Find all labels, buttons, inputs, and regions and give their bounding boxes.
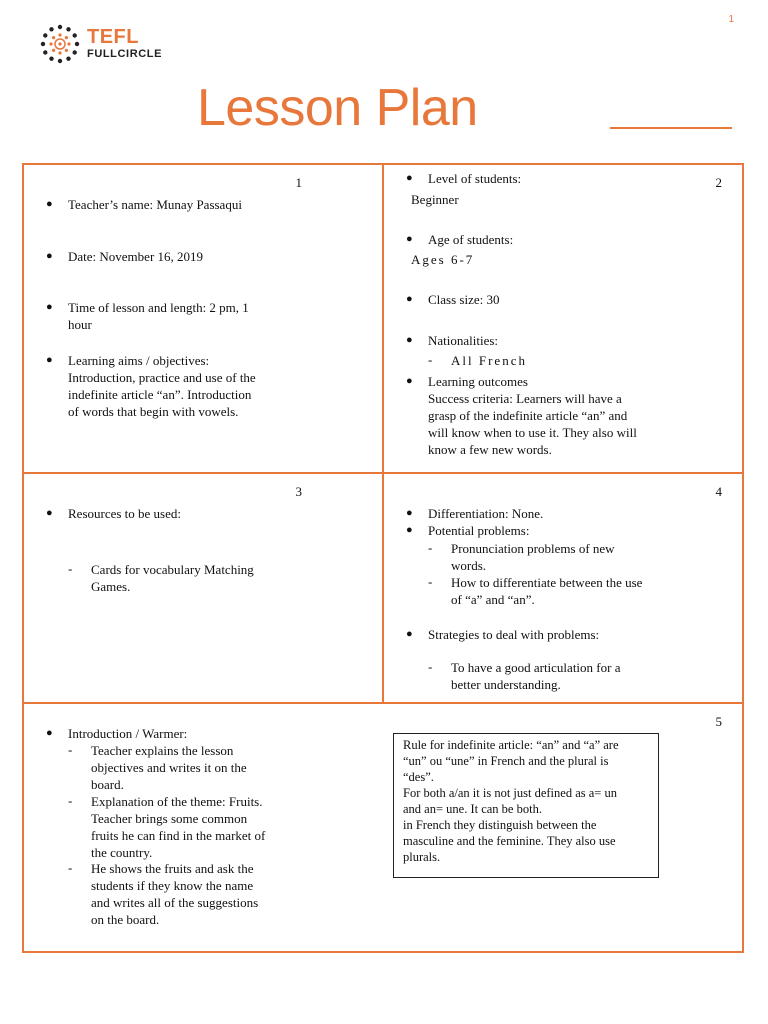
dash-icon: - — [68, 561, 73, 576]
aims-line2: Introduction, practice and use of the — [68, 370, 256, 385]
page-number: 1 — [728, 14, 734, 25]
bullet-icon: ● — [406, 293, 413, 305]
bullet-icon: ● — [406, 628, 413, 640]
bullet-icon: ● — [46, 727, 53, 739]
rule-line: “des”. — [403, 770, 434, 784]
bullet-icon: ● — [406, 524, 413, 536]
bullet-icon: ● — [46, 301, 53, 313]
problems-label: Potential problems: — [428, 523, 530, 538]
rule-text-box — [393, 733, 659, 878]
outcomes-label: Learning outcomes — [428, 374, 528, 389]
cell-2 — [382, 163, 744, 474]
strategy-line2: better understanding. — [451, 677, 561, 692]
step3-line1: He shows the fruits and ask the — [91, 861, 254, 876]
strategy-line1: To have a good articulation for a — [451, 660, 621, 675]
level-label: Level of students: — [428, 171, 522, 186]
page-title: Lesson Plan — [197, 79, 478, 137]
resource-line2: Games. — [91, 579, 131, 594]
resource-line1: Cards for vocabulary Matching — [91, 562, 254, 577]
outcomes-line2: grasp of the indefinite article “an” and — [428, 408, 628, 423]
cell-number: 2 — [715, 175, 722, 190]
rule-line: in French they distinguish between the — [403, 818, 597, 832]
rule-line: and an= une. It can be both. — [403, 802, 542, 816]
cell-number: 3 — [295, 484, 302, 499]
aims-line4: of words that begin with vowels. — [68, 404, 239, 419]
rule-line: Rule for indefinite article: “an” and “a” are — [403, 738, 619, 752]
circle-dots-logo-icon — [40, 24, 80, 64]
problem2-line1: How to differentiate between the use — [451, 575, 643, 590]
lesson-date: Date: November 16, 2019 — [68, 249, 204, 264]
age-value: Ages 6-7 — [411, 252, 475, 267]
bullet-icon: ● — [406, 172, 413, 184]
step1-line1: Teacher explains the lesson — [91, 743, 234, 758]
cell-number: 1 — [295, 175, 302, 190]
problem1-line2: words. — [451, 558, 487, 573]
cell-3 — [22, 472, 384, 704]
tefl-logo — [40, 24, 180, 64]
resources-label: Resources to be used: — [68, 506, 182, 521]
dash-icon: - — [68, 742, 73, 757]
age-label: Age of students: — [428, 232, 514, 247]
step2-line2: Teacher brings some common — [91, 811, 248, 826]
nationalities-value: All French — [451, 353, 527, 368]
lesson-time-line1: Time of lesson and length: 2 pm, 1 — [68, 300, 249, 315]
dash-icon: - — [428, 540, 433, 555]
level-value: Beginner — [411, 192, 459, 207]
bullet-icon: ● — [406, 507, 413, 519]
dash-icon: - — [428, 574, 433, 589]
title-underline — [610, 127, 732, 129]
outcomes-line1: Success criteria: Learners will have a — [428, 391, 622, 406]
bullet-icon: ● — [406, 334, 413, 346]
differentiation: Differentiation: None. — [428, 506, 544, 521]
class-size: Class size: 30 — [428, 292, 500, 307]
bullet-icon: ● — [406, 233, 413, 245]
bullet-icon: ● — [46, 250, 53, 262]
teacher-name: Teacher’s name: Munay Passaqui — [68, 197, 242, 212]
aims-line3: indefinite article “an”. Introduction — [68, 387, 252, 402]
nationalities-label: Nationalities: — [428, 333, 499, 348]
step2-line3: fruits he can find in the market of — [91, 828, 266, 843]
step3-line3: and writes all of the suggestions — [91, 895, 259, 910]
outcomes-line3: will know when to use it. They also will — [428, 425, 637, 440]
rule-line: plurals. — [403, 850, 441, 864]
cell-1 — [22, 163, 384, 474]
bullet-icon: ● — [46, 198, 53, 210]
cell-4 — [382, 472, 744, 704]
bullet-icon: ● — [46, 507, 53, 519]
step2-line1: Explanation of the theme: Fruits. — [91, 794, 263, 809]
bullet-icon: ● — [406, 375, 413, 387]
dash-icon: - — [68, 793, 73, 808]
step3-line4: on the board. — [91, 912, 160, 927]
intro-label: Introduction / Warmer: — [68, 726, 188, 741]
aims-line1: Learning aims / objectives: — [68, 353, 210, 368]
logo-text-fullcircle: FULLCIRCLE — [87, 48, 163, 60]
step1-line2: objectives and writes it on the — [91, 760, 247, 775]
dash-icon: - — [68, 860, 73, 875]
strategies-label: Strategies to deal with problems: — [428, 627, 600, 642]
logo-text-tefl: TEFL — [87, 26, 139, 48]
lesson-time-line2: hour — [68, 317, 92, 332]
problem1-line1: Pronunciation problems of new — [451, 541, 615, 556]
problem2-line2: of “a” and “an”. — [451, 592, 535, 607]
cell-number: 4 — [715, 484, 722, 499]
dash-icon: - — [428, 352, 433, 367]
dash-icon: - — [428, 659, 433, 674]
bullet-icon: ● — [46, 354, 53, 366]
cell-number: 5 — [715, 714, 722, 729]
step3-line2: students if they know the name — [91, 878, 254, 893]
outcomes-line4: know a few new words. — [428, 442, 552, 457]
rule-line: masculine and the feminine. They also use — [403, 834, 616, 848]
rule-line: For both a/an it is not just defined as a= un — [403, 786, 617, 800]
step1-line3: board. — [91, 777, 124, 792]
step2-line4: the country. — [91, 845, 153, 860]
rule-line: “un” ou “une” in French and the plural is — [403, 754, 609, 768]
